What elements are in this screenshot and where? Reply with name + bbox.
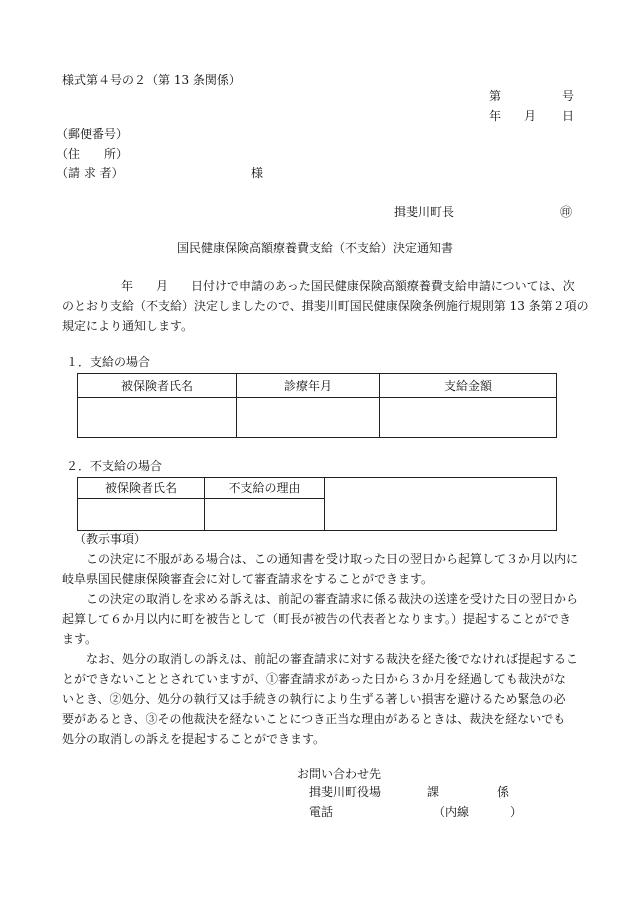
number-go: 号 — [562, 89, 575, 103]
contact-close-paren: ） — [510, 805, 523, 819]
number-dai: 第 — [489, 89, 502, 103]
body-year: 年 — [121, 279, 134, 293]
mayor-name: 揖斐川町長 — [394, 205, 455, 219]
payment-header-amount: 支給金額 — [380, 374, 557, 398]
body-month: 月 — [156, 279, 169, 293]
payment-header-name: 被保険者氏名 — [78, 374, 237, 398]
date-month: 月 — [524, 109, 537, 123]
contact-extension: （内線 — [433, 805, 470, 819]
claimant-label: （請 求 者） — [56, 166, 124, 180]
contact-office: 揖斐川町役場 — [309, 785, 382, 799]
section1-heading: １．支給の場合 — [66, 355, 151, 369]
date-day: 日 — [562, 109, 575, 123]
contact-kakari: 係 — [497, 785, 510, 799]
non-payment-cell-reason — [205, 499, 325, 531]
form-label: 様式第４号の２（第 13 条関係） — [62, 73, 241, 87]
body-line2: のとおり支給（不支給）決定しましたので、揖斐川町国民健康保険条例施行規則第 13 条第２項の — [62, 299, 589, 313]
contact-ka: 課 — [427, 785, 440, 799]
notice-p3-l5: 処分の取消しの訴えを提起することができます。 — [62, 732, 326, 746]
date-year: 年 — [489, 109, 502, 123]
notice-p2-l1: この決定の取消しを求める訴えは、前記の審査請求に係る裁決の送達を受けた日の翌日から — [86, 592, 579, 606]
non-payment-header-reason: 不支給の理由 — [205, 478, 325, 499]
payment-cell-name — [78, 398, 237, 438]
notice-heading: （教示事項） — [74, 532, 147, 546]
contact-phone: 電話 — [309, 805, 334, 819]
honorific-sama: 様 — [251, 166, 264, 180]
payment-table — [77, 373, 557, 438]
non-payment-table — [77, 477, 557, 531]
notice-p3-l1: なお、処分の取消しの訴えは、前記の審査請求に対する裁決を経た後でなければ提起するこ — [86, 652, 579, 666]
non-payment-header-name: 被保険者氏名 — [78, 478, 205, 499]
notice-p3-l4: 要があるとき、③その他裁決を経ないことにつき正当な理由があるときは、裁決を経ないでも — [62, 712, 566, 726]
notice-p3-l3: いとき、②処分、処分の執行又は手続きの執行により生ずる著しい損害を避けるため緊急の必 — [62, 692, 566, 706]
notice-p2-l3: ます。 — [62, 632, 98, 646]
payment-header-month: 診療年月 — [237, 374, 380, 398]
payment-cell-month — [237, 398, 380, 438]
non-payment-cell-reason-extra — [325, 478, 557, 531]
notice-p1-l2: 岐阜県国民健康保険審査会に対して審査請求をすることができます。 — [62, 572, 434, 586]
contact-heading: お問い合わせ先 — [297, 767, 382, 781]
body-line1: 日付けで申請のあった国民健康保険高額療養費支給申請については、次 — [191, 279, 575, 293]
payment-cell-amount — [380, 398, 557, 438]
notice-p2-l2: 起算して６か月以内に町を被告として（町長が被告の代表者となります。）提起することができ — [62, 612, 572, 626]
section2-heading: ２．不支給の場合 — [66, 459, 163, 473]
seal-mark: ㊞ — [560, 205, 573, 219]
notice-p1-l1: この決定に不服がある場合は、この通知書を受け取った日の翌日から起算して３か月以内に — [86, 552, 579, 566]
address-label: （住 所） — [56, 147, 129, 161]
postal-code-label: （郵便番号） — [56, 127, 129, 141]
body-line3: 規定により通知します。 — [62, 319, 194, 333]
notice-p3-l2: とができないこととされていますが、①審査請求があった日から３か月を経過しても裁決がな — [62, 672, 566, 686]
non-payment-cell-name — [78, 499, 205, 531]
document-title: 国民健康保険高額療養費支給（不支給）決定通知書 — [176, 241, 453, 255]
